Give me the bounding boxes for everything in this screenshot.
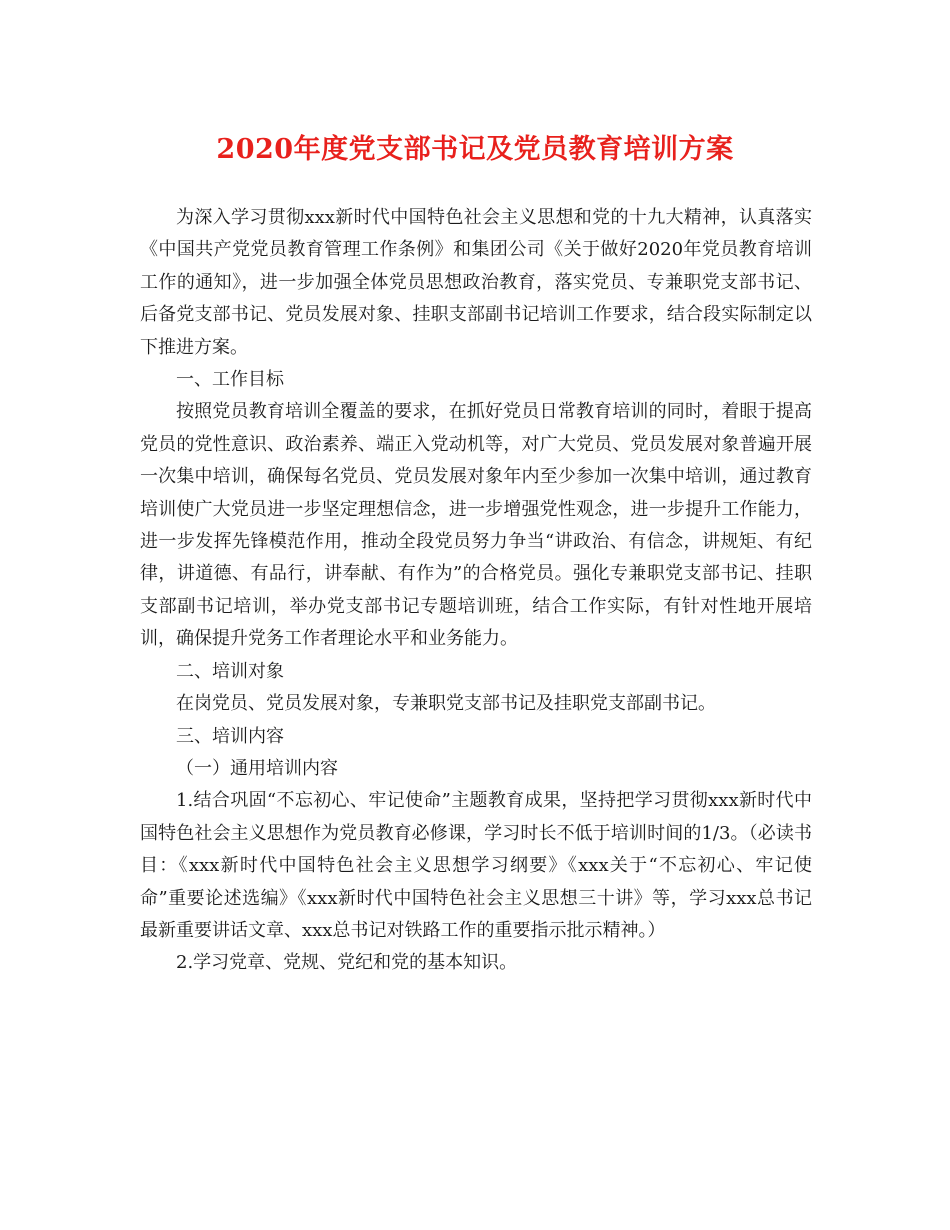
subheading-general-content: （一）通用培训内容 bbox=[176, 757, 338, 779]
document-title: 2020年度党支部书记及党员教育培训方案 bbox=[216, 134, 734, 165]
paragraph-intro: 为深入学习贯彻xxx新时代中国特色社会主义思想和党的十九大精神，认真落实《中国共产党党员教育管理工作条例》和集团公司《关于做好2020年党员教育培训工作的通知》，进一步加强全体党员思想政治教育，落实党员、专兼职党支部书记、后备党支部书记、党员发展对象、挂职支部副书记培训工作要求，结合段实际制定以下推进方案。 bbox=[140, 207, 812, 358]
heading-training-content: 三、培训内容 bbox=[176, 725, 284, 747]
heading-work-goals: 一、工作目标 bbox=[176, 369, 284, 391]
paragraph-training-targets: 在岗党员、党员发展对象，专兼职党支部书记及挂职党支部副书记。 bbox=[176, 693, 716, 715]
paragraph-work-goals: 按照党员教育培训全覆盖的要求，在抓好党员日常教育培训的同时，着眼于提高党员的党性意识、政治素养、端正入党动机等，对广大党员、党员发展对象普遍开展一次集中培训，确保每名党员、党员发展对象年内至少参加一次集中培训，通过教育培训使广大党员进一步坚定理想信念，进一步增强党性观念，进一步提升工作能力，进一步发挥先锋模范作用，推动全段党员努力争当“讲政治、有信念，讲规矩、有纪律，讲道德、有品行，讲奉献、有作为”的合格党员。强化专兼职党支部书记、挂职支部副书记培训，举办党支部书记专题培训班，结合工作实际，有针对性地开展培训，确保提升党务工作者理论水平和业务能力。 bbox=[140, 401, 812, 650]
paragraph-item-2: 2.学习党章、党规、党纪和党的基本知识。 bbox=[176, 952, 518, 974]
heading-training-targets: 二、培训对象 bbox=[176, 660, 284, 682]
paragraph-item-1: 1.结合巩固“不忘初心、牢记使命”主题教育成果，坚持把学习贯彻xxx新时代中国特色社会主义思想作为党员教育必修课，学习时长不低于培训时间的1/3。（必读书目：《xxx新时代中国特色社会主义思想学习纲要》《xxx关于“不忘初心、牢记使命”重要论述选编》《xxx新时代中国特色社会主义思想三十讲》等，学习xxx总书记最新重要讲话文章、xxx总书记对铁路工作的重要指示批示精神。） bbox=[140, 790, 812, 941]
document-body bbox=[140, 202, 812, 980]
